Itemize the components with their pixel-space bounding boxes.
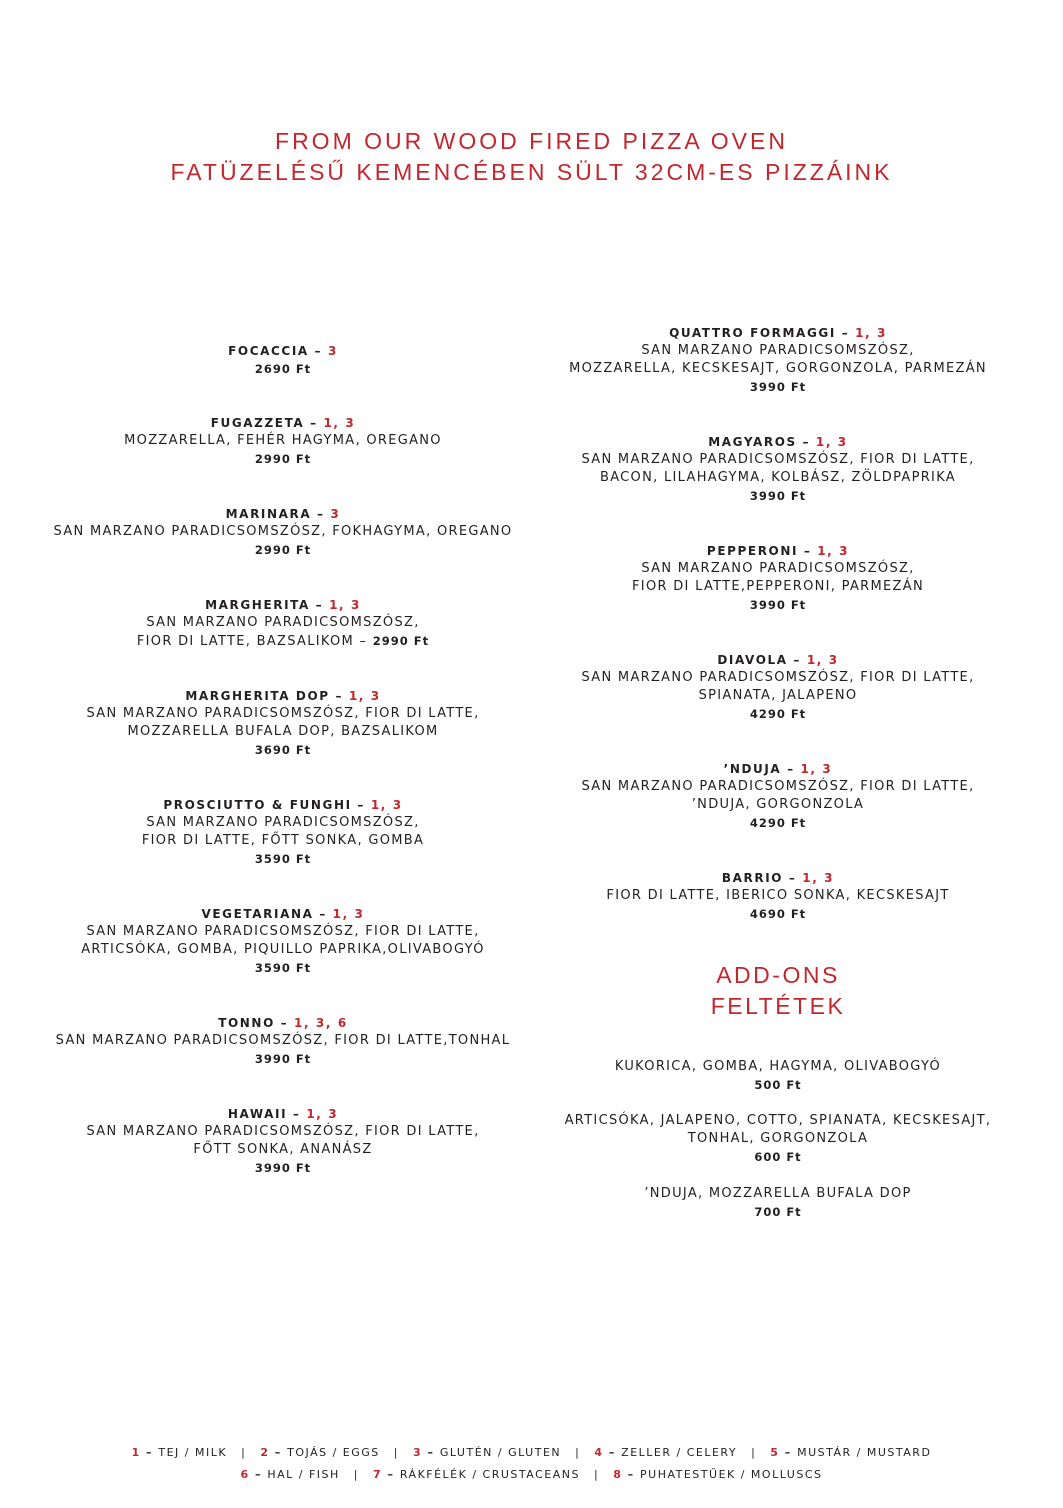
legend-text: PUHATESTŰEK / MOLLUSCS	[640, 1468, 823, 1481]
allergen-codes: 1, 3	[815, 435, 848, 449]
item-description: SAN MARZANO PARADICSOMSZÓSZ,	[641, 561, 915, 576]
item-description: SAN MARZANO PARADICSOMSZÓSZ, FIOR DI LATTE,	[86, 924, 480, 939]
legend-item: 1 – TEJ / MILK	[131, 1446, 228, 1459]
item-name: VEGETARIANA	[201, 907, 314, 921]
item-description: SAN MARZANO PARADICSOMSZÓSZ, FIOR DI LATTE,	[86, 706, 480, 721]
legend-text: ZELLER / CELERY	[621, 1446, 738, 1459]
legend-number: 2	[260, 1446, 270, 1459]
menu-item-prosciutto-funghi: PROSCIUTTO & FUNGHI – 1, 3 SAN MARZANO PARADICSOMSZÓSZ, FIOR DI LATTE, FŐTT SONKA, GOMBA 3590 Ft	[40, 796, 526, 868]
legend-text: MUSTÁR / MUSTARD	[797, 1446, 932, 1459]
addons-title-english: ADD-ONS	[716, 962, 840, 988]
legend-text: RÁKFÉLÉK / CRUSTACEANS	[399, 1468, 580, 1481]
item-price: 3990 Ft	[254, 1052, 312, 1066]
allergen-codes: 3	[330, 507, 341, 521]
legend-item: 8 – PUHATESTŰEK / MOLLUSCS	[613, 1468, 823, 1481]
item-name: ’NDUJA	[723, 762, 782, 776]
allergen-codes: 1, 3	[332, 907, 365, 921]
addon-price: 500 Ft	[754, 1078, 802, 1092]
legend-text: TEJ / MILK	[158, 1446, 228, 1459]
item-price: 2690 Ft	[254, 362, 312, 376]
item-price: 3590 Ft	[254, 852, 312, 866]
item-description: SAN MARZANO PARADICSOMSZÓSZ, FIOR DI LATTE,	[581, 779, 975, 794]
legend-text: GLUTÉN / GLUTEN	[439, 1446, 562, 1459]
menu-item-pepperoni: PEPPERONI – 1, 3 SAN MARZANO PARADICSOMSZÓSZ, FIOR DI LATTE,PEPPERONI, PARMEZÁN 3990 Ft	[556, 542, 1000, 614]
item-price: 2990 Ft	[254, 452, 312, 466]
item-description-line-2: BACON, LILAHAGYMA, KOLBÁSZ, ZÖLDPAPRIKA	[600, 470, 956, 485]
legend-item: 3 – GLUTÉN / GLUTEN	[412, 1446, 562, 1459]
menu-item-hawaii: HAWAII – 1, 3 SAN MARZANO PARADICSOMSZÓSZ, FIOR DI LATTE, FŐTT SONKA, ANANÁSZ 3990 Ft	[40, 1105, 526, 1177]
menu-item-focaccia: FOCACCIA – 3 2690 Ft	[40, 342, 526, 378]
item-name: FOCACCIA	[228, 344, 309, 358]
legend-number: 7	[373, 1468, 383, 1481]
addons-title	[556, 960, 1000, 1022]
item-name: MARGHERITA DOP	[185, 689, 330, 703]
item-description-line-2: MOZZARELLA BUFALA DOP, BAZSALIKOM	[127, 724, 439, 739]
legend-separator: |	[393, 1446, 399, 1459]
title-hungarian: FATÜZELÉSŰ KEMENCÉBEN SÜLT 32CM-ES PIZZÁINK	[170, 159, 893, 185]
menu-item-fugazzeta: FUGAZZETA – 1, 3 MOZZARELLA, FEHÉR HAGYMA, OREGANO 2990 Ft	[40, 414, 526, 468]
item-description-line-2: ARTICSÓKA, GOMBA, PIQUILLO PAPRIKA,OLIVABOGYÓ	[81, 942, 485, 957]
item-price: 3990 Ft	[749, 598, 807, 612]
item-name: FUGAZZETA	[210, 416, 305, 430]
allergen-codes: 1, 3	[323, 416, 356, 430]
item-description: FIOR DI LATTE, IBERICO SONKA, KECSKESAJT	[606, 888, 950, 903]
addon-description: ’NDUJA, MOZZARELLA BUFALA DOP	[644, 1186, 912, 1201]
legend-number: 3	[412, 1446, 423, 1459]
item-description-line-2: FŐTT SONKA, ANANÁSZ	[193, 1142, 373, 1157]
legend-number: 5	[770, 1446, 780, 1459]
legend-number: 8	[613, 1468, 623, 1481]
menu-item-quattro-formaggi: QUATTRO FORMAGGI – 1, 3 SAN MARZANO PARADICSOMSZÓSZ, MOZZARELLA, KECSKESAJT, GORGONZOLA, PARMEZÁN 3990 Ft	[556, 324, 1000, 396]
addon-price: 600 Ft	[754, 1150, 802, 1164]
menu-item-tonno: TONNO – 1, 3, 6 SAN MARZANO PARADICSOMSZÓSZ, FIOR DI LATTE,TONHAL 3990 Ft	[40, 1014, 526, 1068]
item-name: DIAVOLA	[717, 653, 788, 667]
item-price: 4690 Ft	[749, 907, 807, 921]
item-price: 4290 Ft	[749, 707, 807, 721]
menu-item-magyaros: MAGYAROS – 1, 3 SAN MARZANO PARADICSOMSZÓSZ, FIOR DI LATTE, BACON, LILAHAGYMA, KOLBÁSZ, ZÖLDPAPRIKA 3990 Ft	[556, 433, 1000, 505]
item-description-line-2: SPIANATA, JALAPENO	[698, 688, 858, 703]
item-price: 3690 Ft	[254, 743, 312, 757]
menu-item-barrio: BARRIO – 1, 3 FIOR DI LATTE, IBERICO SONKA, KECSKESAJT 4690 Ft	[556, 869, 1000, 923]
allergen-codes: 1, 3	[802, 871, 835, 885]
legend-text: HAL / FISH	[267, 1468, 340, 1481]
title-english: FROM OUR WOOD FIRED PIZZA OVEN	[275, 128, 788, 154]
legend-item: 7 – RÁKFÉLÉK / CRUSTACEANS	[373, 1468, 580, 1481]
menu-item-marinara: MARINARA – 3 SAN MARZANO PARADICSOMSZÓSZ, FOKHAGYMA, OREGANO 2990 Ft	[40, 505, 526, 559]
item-description: SAN MARZANO PARADICSOMSZÓSZ,	[146, 615, 420, 630]
addon-group-2	[556, 1112, 1000, 1166]
item-price: 2990 Ft	[372, 634, 430, 648]
item-price: 3990 Ft	[254, 1161, 312, 1175]
legend-number: 1	[131, 1446, 141, 1459]
addon-description: ARTICSÓKA, JALAPENO, COTTO, SPIANATA, KECSKESAJT,	[564, 1113, 992, 1128]
item-price: 4290 Ft	[749, 816, 807, 830]
item-name: HAWAII	[227, 1107, 288, 1121]
legend-separator: |	[593, 1468, 600, 1481]
allergen-codes: 1, 3	[306, 1107, 339, 1121]
item-name: TONNO	[218, 1016, 275, 1030]
addons-title-hungarian: FELTÉTEK	[710, 993, 846, 1019]
menu-item-vegetariana: VEGETARIANA – 1, 3 SAN MARZANO PARADICSOMSZÓSZ, FIOR DI LATTE, ARTICSÓKA, GOMBA, PIQUILLO PAPRIKA,OLIVABOGYÓ 3590 Ft	[40, 905, 526, 977]
item-description: SAN MARZANO PARADICSOMSZÓSZ,	[641, 343, 915, 358]
item-price: 3990 Ft	[749, 489, 807, 503]
item-description: MOZZARELLA, FEHÉR HAGYMA, OREGANO	[124, 433, 442, 448]
item-name: PEPPERONI	[706, 544, 799, 558]
item-name: MARGHERITA	[205, 598, 310, 612]
item-description: SAN MARZANO PARADICSOMSZÓSZ, FIOR DI LATTE,TONHAL	[55, 1033, 511, 1048]
allergen-codes: 1, 3	[800, 762, 833, 776]
allergen-codes: 3	[327, 344, 338, 358]
addon-group-1	[556, 1058, 1000, 1094]
item-description: SAN MARZANO PARADICSOMSZÓSZ, FOKHAGYMA, OREGANO	[53, 524, 513, 539]
addon-description: KUKORICA, GOMBA, HAGYMA, OLIVABOGYÓ	[614, 1059, 942, 1074]
allergen-codes: 1, 3	[806, 653, 839, 667]
item-description-line-2: MOZZARELLA, KECSKESAJT, GORGONZOLA, PARMEZÁN	[569, 361, 987, 376]
addon-group-3	[556, 1185, 1000, 1221]
item-description: SAN MARZANO PARADICSOMSZÓSZ,	[146, 815, 420, 830]
allergen-legend-row-2	[0, 1468, 1063, 1481]
item-price: 3590 Ft	[254, 961, 312, 975]
menu-item-margherita: MARGHERITA – 1, 3 SAN MARZANO PARADICSOMSZÓSZ, FIOR DI LATTE, BAZSALIKOM – 2990 Ft	[40, 596, 526, 651]
item-name: MAGYAROS	[708, 435, 797, 449]
legend-text: TOJÁS / EGGS	[287, 1446, 380, 1459]
allergen-codes: 1, 3	[329, 598, 361, 612]
addon-description-line-2: TONHAL, GORGONZOLA	[687, 1131, 869, 1146]
item-name: PROSCIUTTO & FUNGHI	[163, 798, 352, 812]
allergen-codes: 1, 3	[817, 544, 850, 558]
allergen-codes: 1, 3, 6	[294, 1016, 348, 1030]
legend-item: 6 – HAL / FISH	[240, 1468, 340, 1481]
item-description-text: FIOR DI LATTE, BAZSALIKOM –	[136, 634, 368, 649]
item-description-line-2: FIOR DI LATTE,PEPPERONI, PARMEZÁN	[632, 579, 924, 594]
legend-item: 5 – MUSTÁR / MUSTARD	[770, 1446, 932, 1459]
item-price: 3990 Ft	[749, 380, 807, 394]
item-description: SAN MARZANO PARADICSOMSZÓSZ, FIOR DI LATTE,	[581, 670, 975, 685]
legend-number: 6	[240, 1468, 250, 1481]
allergen-legend-row-1	[0, 1446, 1063, 1459]
item-price: 2990 Ft	[254, 543, 312, 557]
item-name: QUATTRO FORMAGGI	[669, 326, 836, 340]
legend-item: 2 – TOJÁS / EGGS	[260, 1446, 380, 1459]
menu-item-margherita-dop: MARGHERITA DOP – 1, 3 SAN MARZANO PARADICSOMSZÓSZ, FIOR DI LATTE, MOZZARELLA BUFALA DOP, BAZSALIKOM 3690 Ft	[40, 687, 526, 759]
allergen-codes: 1, 3	[348, 689, 381, 703]
legend-separator: |	[575, 1446, 581, 1459]
menu-item-diavola: DIAVOLA – 1, 3 SAN MARZANO PARADICSOMSZÓSZ, FIOR DI LATTE, SPIANATA, JALAPENO 4290 Ft	[556, 651, 1000, 723]
item-name: MARINARA	[225, 507, 312, 521]
item-description-line-2: ’NDUJA, GORGONZOLA	[691, 797, 865, 812]
legend-separator: |	[353, 1468, 360, 1481]
legend-separator: |	[241, 1446, 247, 1459]
allergen-codes: 1, 3	[370, 798, 403, 812]
allergen-codes: 1, 3	[855, 326, 887, 340]
item-description-line-2: FIOR DI LATTE, FŐTT SONKA, GOMBA	[141, 833, 425, 848]
addon-price: 700 Ft	[754, 1205, 802, 1219]
legend-number: 4	[594, 1446, 604, 1459]
menu-item-nduja: ’NDUJA – 1, 3 SAN MARZANO PARADICSOMSZÓSZ, FIOR DI LATTE, ’NDUJA, GORGONZOLA 4290 Ft	[556, 760, 1000, 832]
item-description: SAN MARZANO PARADICSOMSZÓSZ, FIOR DI LATTE,	[581, 452, 975, 467]
page-title	[0, 126, 1063, 188]
item-description: SAN MARZANO PARADICSOMSZÓSZ, FIOR DI LATTE,	[86, 1124, 480, 1139]
item-name: BARRIO	[721, 871, 784, 885]
legend-separator: |	[751, 1446, 757, 1459]
legend-item: 4 – ZELLER / CELERY	[594, 1446, 738, 1459]
item-description-line-2	[40, 632, 526, 651]
